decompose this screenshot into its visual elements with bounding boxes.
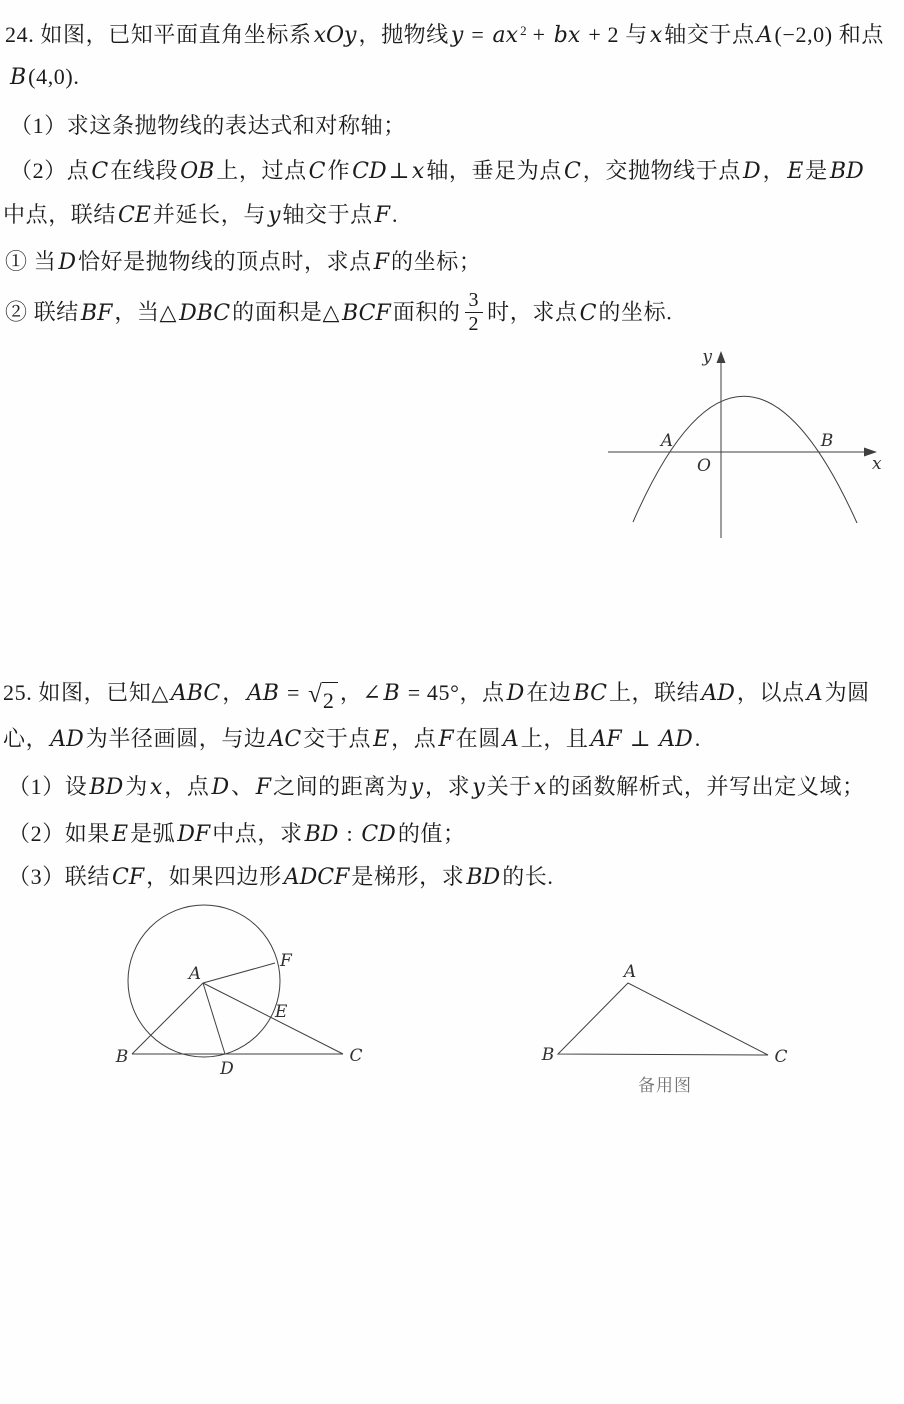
point-d-label: D: [220, 1059, 234, 1079]
y-axis-label: y: [702, 347, 712, 367]
p25-part3: （3）联结CF，如果四边形ADCF是梯形，求BD的长.: [8, 864, 554, 890]
segment-ba: [132, 983, 203, 1054]
point-b-label: B: [115, 1047, 129, 1067]
p24-line-2: B(4,0).: [10, 64, 80, 90]
p24-sub1: ① 当D恰好是抛物线的顶点时，求点F的坐标；: [5, 249, 482, 275]
p25-line-2: 心，AD为半径画圆，与边AC交于点E，点F在圆A上，且AF ⊥ AD.: [3, 726, 701, 752]
origin-label: O: [697, 456, 711, 476]
p24-part1: （1）求这条抛物线的表达式和对称轴；: [10, 113, 406, 138]
point-b-label: B: [820, 431, 834, 451]
point-f-label: F: [280, 951, 292, 971]
circle-a: [128, 905, 280, 1057]
spare-figure-caption: 备用图: [638, 1076, 692, 1095]
parabola-figure: [600, 345, 890, 550]
p25-part1: （1）设BD为x，点D、F之间的距离为y，求y关于x的函数解析式，并写出定义域；: [8, 774, 865, 800]
x-axis-label: x: [872, 454, 882, 474]
parabola-curve: [633, 396, 857, 523]
p25-part2: （2）如果E是弧DF中点，求BD : CD的值；: [8, 821, 466, 847]
point-c-label: C: [774, 1047, 788, 1067]
point-c-label: C: [349, 1046, 363, 1066]
triangle-abc: [558, 983, 768, 1055]
p24-part2-line-1: （2）点C在线段OB上，过点C作CD⊥x轴，垂足为点C，交抛物线于点D，E是BD: [10, 158, 864, 184]
p24-line-1: 24. 如图，已知平面直角坐标系xOy，抛物线y = ax $^2$ + bx + 2 与x轴交于点A(−2,0) 和点: [5, 22, 884, 48]
p24-part2-line-2: 中点，联结CE并延长，与y轴交于点F.: [3, 202, 399, 228]
p24-sub2: ② 联结BF，当△DBC的面积是△BCF面积的 $\frac{3}{2}$ 时，求点C的坐标.: [5, 289, 673, 335]
segment-ad: [203, 983, 225, 1054]
point-a-label: A: [188, 964, 201, 984]
point-a-label: A: [623, 962, 637, 982]
point-b-label: B: [541, 1045, 555, 1065]
p25-line-1: 25. 如图，已知△ABC，AB = √ 2 ，∠B = 45°，点D在边BC上，联结AD，以点A为圆: [3, 677, 870, 717]
point-a-label: A: [660, 431, 674, 451]
point-e-label: E: [275, 1002, 288, 1022]
y-axis-arrow: [717, 351, 726, 363]
segment-af: [203, 963, 275, 983]
segment-ac: [203, 983, 343, 1054]
circle-triangle-figure: [95, 895, 370, 1095]
